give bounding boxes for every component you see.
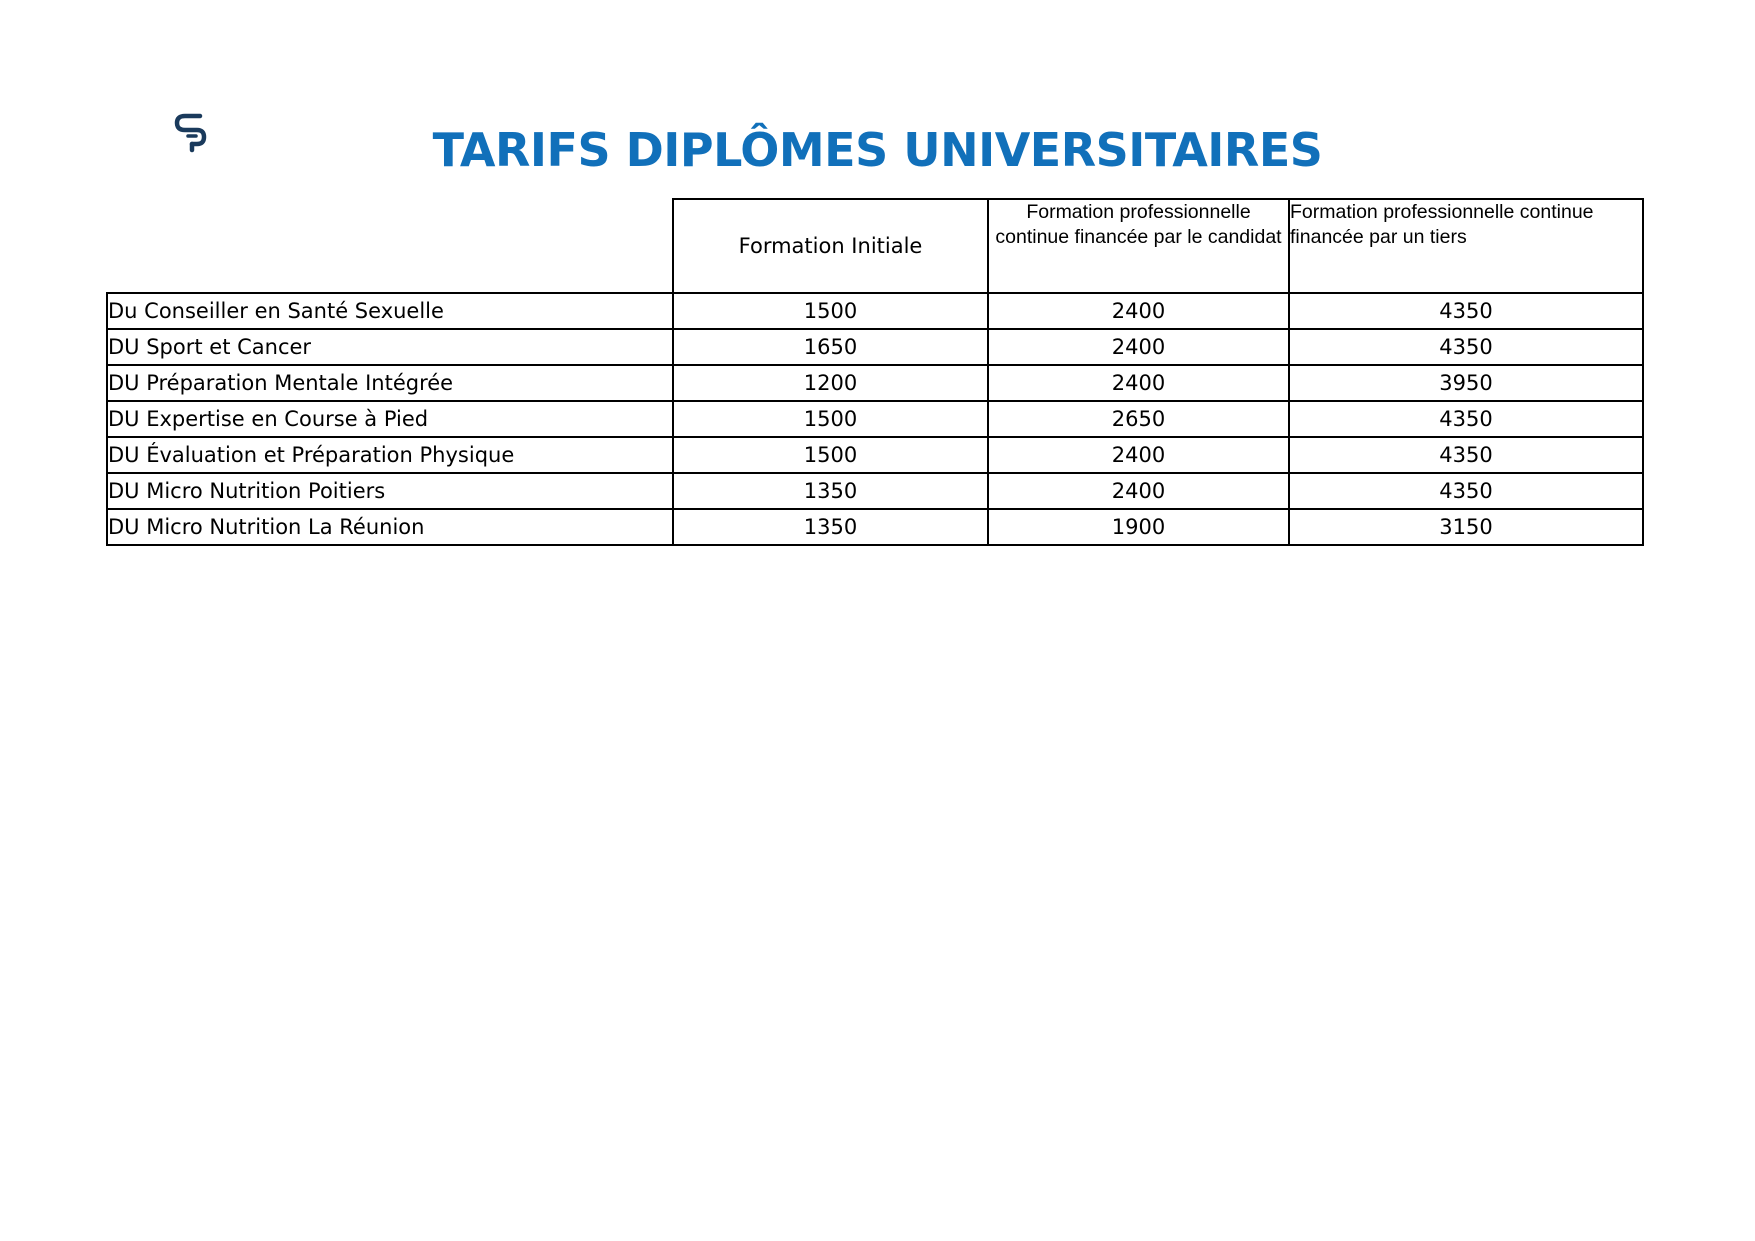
diploma-name: DU Préparation Mentale Intégrée <box>107 365 673 401</box>
table-row <box>107 437 1643 473</box>
price-formation-candidat: 2400 <box>988 437 1289 473</box>
price-formation-tiers: 3950 <box>1289 365 1643 401</box>
price-formation-candidat: 1900 <box>988 509 1289 545</box>
price-formation-initiale: 1650 <box>673 329 988 365</box>
price-formation-candidat: 2400 <box>988 329 1289 365</box>
price-formation-candidat: 2400 <box>988 365 1289 401</box>
header-row <box>107 199 1643 293</box>
price-formation-candidat: 2400 <box>988 293 1289 329</box>
price-formation-initiale: 1500 <box>673 293 988 329</box>
table-row <box>107 293 1643 329</box>
header-formation-candidat: Formation professionnelle continue financée par le candidat <box>988 199 1289 293</box>
table-row <box>107 509 1643 545</box>
table-row <box>107 401 1643 437</box>
price-formation-tiers: 3150 <box>1289 509 1643 545</box>
diploma-name: DU Évaluation et Préparation Physique <box>107 437 673 473</box>
price-formation-tiers: 4350 <box>1289 329 1643 365</box>
price-formation-initiale: 1200 <box>673 365 988 401</box>
header-formation-tiers: Formation professionnelle continue financée par un tiers <box>1289 199 1643 293</box>
price-formation-tiers: 4350 <box>1289 401 1643 437</box>
tarifs-table <box>106 198 1644 546</box>
price-formation-candidat: 2400 <box>988 473 1289 509</box>
diploma-name: DU Micro Nutrition La Réunion <box>107 509 673 545</box>
price-formation-initiale: 1500 <box>673 437 988 473</box>
table-row <box>107 329 1643 365</box>
price-formation-candidat: 2650 <box>988 401 1289 437</box>
price-formation-tiers: 4350 <box>1289 437 1643 473</box>
price-formation-initiale: 1350 <box>673 473 988 509</box>
price-formation-tiers: 4350 <box>1289 473 1643 509</box>
diploma-name: Du Conseiller en Santé Sexuelle <box>107 293 673 329</box>
price-formation-tiers: 4350 <box>1289 293 1643 329</box>
diploma-name: DU Micro Nutrition Poitiers <box>107 473 673 509</box>
price-formation-initiale: 1500 <box>673 401 988 437</box>
header-formation-initiale: Formation Initiale <box>673 199 988 293</box>
page-title: TARIFS DIPLÔMES UNIVERSITAIRES <box>432 123 1323 177</box>
table-row <box>107 473 1643 509</box>
diploma-name: DU Sport et Cancer <box>107 329 673 365</box>
diploma-name: DU Expertise en Course à Pied <box>107 401 673 437</box>
header-blank-cell <box>107 199 673 293</box>
price-formation-initiale: 1350 <box>673 509 988 545</box>
table-row <box>107 365 1643 401</box>
